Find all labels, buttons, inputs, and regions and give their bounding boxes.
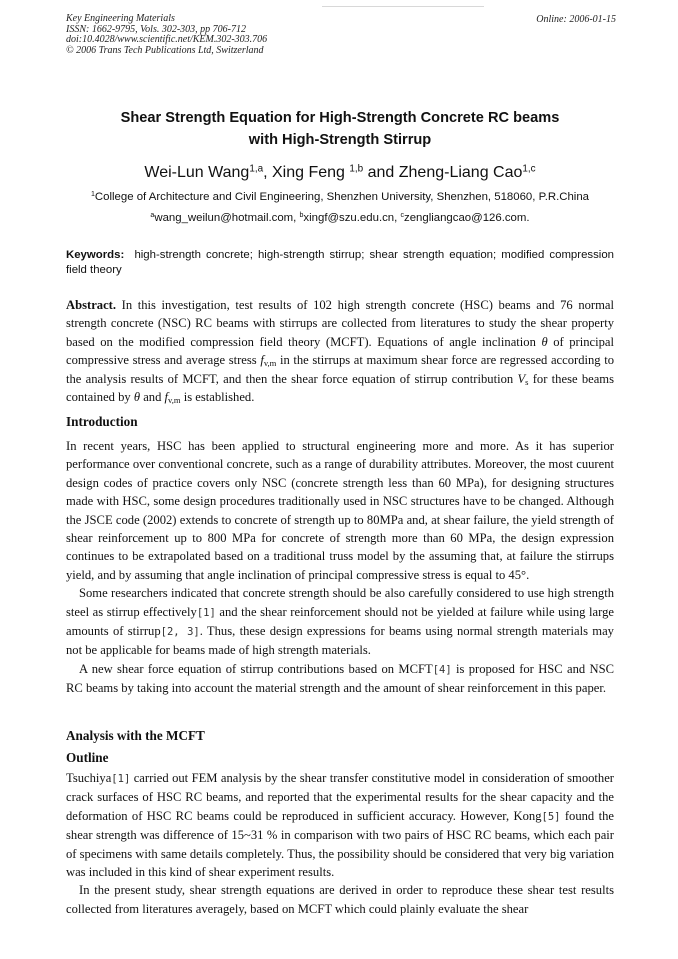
author-separator: and [363, 164, 399, 181]
abstract-text: In this investigation, test results of 102 high strength concrete (HSC) beams and 76 normal strength concrete (NSC) RC beams with stirrups are collected from literatures to study the shear property based on the modified compression field theory (MCFT). Equations of angle inclination [66, 298, 614, 349]
email-sup: c [400, 212, 404, 220]
author-list [40, 164, 640, 182]
email-address: zengliangcao@126.com. [404, 212, 530, 224]
online-date: Online: 2006-01-15 [536, 14, 616, 25]
author-name: Wei-Lun Wang [144, 164, 250, 181]
intro-paragraph-1: In recent years, HSC has been applied to structural engineering more and more. As it has superior performance over conventional concrete, such as a range of durability attributes. Moreover, the most cuurent design codes of practice covers only NSC (concrete strength less than 60 MPa), for designing structures made with HSC, some design procedures traditionally used in NSC structures have to be changed. Although the JSCE code (2002) extends to concrete of strength up to 80MPa and, at shear failure, the yield strength of shear reinforcement up to 800 MPa for concrete of strength more than 60 MPa, the design expression continues to be extrapolated based on a traditional truss model by the assuming that, at failure the stirrups yield, and by assuming that angle inclination of principal compressive stress is equal to 45°. [66, 439, 614, 582]
symbol-theta: θ [133, 390, 141, 405]
paragraph-text: found the shear strength was difference of 15~31 % in comparison with two pairs of HSC RC beams, which each pair of specimens with same details completely. Thus, the possibility should be considered that very big variation was included in this kind of shear experiment results. [66, 808, 614, 880]
abstract-text: and [140, 390, 165, 405]
author-separator: , [263, 164, 272, 181]
journal-name: Key Engineering Materials [66, 13, 175, 24]
introduction-heading: Introduction [66, 414, 138, 429]
email-sup: a [150, 212, 155, 220]
abstract [66, 296, 614, 406]
symbol-subscript: v,m [168, 395, 181, 406]
author-name: Zheng-Liang Cao [398, 164, 523, 181]
journal-header [66, 14, 267, 56]
symbol-theta: θ [541, 334, 548, 349]
email-list [30, 212, 650, 224]
citation-link[interactable]: [1] [196, 606, 216, 619]
author-sup: 1,c [522, 163, 536, 175]
symbol-vs: V [517, 371, 526, 386]
doi-line: doi:10.4028/www.scientific.net/KEM.302-303.706 [66, 34, 268, 46]
abstract-text: for these beams contained by [66, 371, 614, 405]
paragraph-text: and the shear reinforcement should not be yielded at failure while using large amounts of stirrup [66, 604, 614, 639]
keywords-text: high-strength concrete; high-strength stirrup; shear strength equation; modified compression field theory [66, 249, 614, 276]
analysis-paragraph-2: In the present study, shear strength equations are derived in order to reproduce these shear test results collected from literatures averagely, based on MCFT which could plainly evaluate the shear [66, 883, 614, 916]
introduction-body [66, 437, 614, 698]
symbol-subscript: v,m [263, 358, 277, 369]
author-sup: 1,a [249, 163, 264, 175]
citation-link[interactable]: [2, 3] [160, 626, 200, 639]
abstract-label: Abstract. [66, 298, 117, 312]
analysis-paragraph-1 [66, 769, 614, 881]
copyright-line: © 2006 Trans Tech Publications Ltd, Switzerland [66, 44, 264, 56]
affiliation-text: College of Architecture and Civil Engineering, Shenzhen University, Shenzhen, 518060, P.R.China [94, 191, 590, 203]
citation-link[interactable]: [4] [432, 663, 452, 676]
paragraph-text: Some researchers indicated that concrete strength should be also carefully considered to use high strength steel as stirrup effectively [66, 586, 614, 619]
symbol-fv: f [164, 390, 169, 405]
paragraph-text: Tsuchiya [66, 771, 112, 785]
citation-link[interactable]: [5] [541, 810, 561, 823]
analysis-heading: Analysis with the MCFT [66, 728, 205, 743]
title-line-2: with High-Strength Stirrup [248, 132, 432, 148]
paragraph-text: A new shear force equation of stirrup contributions based on MCFT [79, 661, 433, 676]
title-line-1: Shear Strength Equation for High-Strength Concrete RC beams [120, 110, 560, 126]
analysis-body [66, 769, 614, 918]
top-rule [322, 6, 484, 7]
intro-paragraph-2 [66, 584, 614, 660]
symbol-subscript: s [525, 376, 529, 387]
keywords [66, 248, 614, 278]
paragraph-text: . Thus, these design expressions for beams using normal strength materials may not be applicable for beams made of high strength materials. [66, 624, 614, 658]
outline-subheading: Outline [66, 750, 109, 765]
author-sup: 1,b [349, 163, 364, 175]
symbol-fv: f [260, 353, 264, 368]
citation-link[interactable]: [1] [111, 773, 131, 785]
intro-paragraph-3 [66, 660, 614, 698]
email-address: xingf@szu.edu.cn, [303, 212, 401, 224]
affiliation-sup: 1 [90, 191, 95, 199]
email-sup: b [299, 212, 304, 220]
paragraph-text: is proposed for HSC and NSC RC beams by taking into account the material strength and the amount of shear reinforcement in this paper. [66, 661, 615, 696]
email-address: wang_weilun@hotmail.com, [154, 212, 300, 224]
keywords-label: Keywords: [66, 249, 125, 261]
paragraph-text: carried out FEM analysis by the shear transfer constitutive model in consideration of smoother crack surfaces of HSC RC beams, and reported that the experimental results for the shear capacity and the deformation of HSC RC beams could be reproduced in sufficient accuracy. However, Kong [66, 771, 614, 823]
issn-line: ISSN: 1662-9795, Vols. 302-303, pp 706-712 [66, 23, 246, 35]
affiliation [30, 191, 650, 203]
paper-title [40, 107, 640, 151]
abstract-text: of principal compressive stress and average stress [66, 334, 614, 368]
abstract-text: in the stirrups at maximum shear force are regressed according to the analysis results of MCFT, and then the shear force equation of stirrup contribution [66, 353, 615, 386]
abstract-text: is established. [180, 390, 255, 405]
author-name: Xing Feng [271, 164, 350, 181]
